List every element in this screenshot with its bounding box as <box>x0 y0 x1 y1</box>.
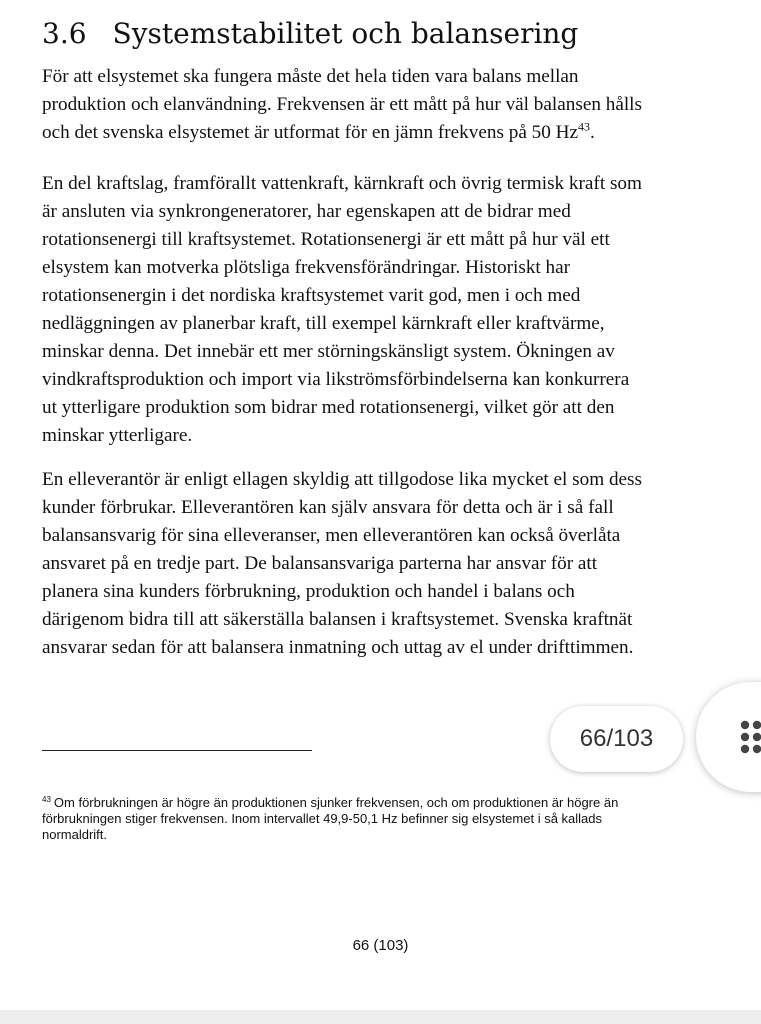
paragraph-frequency <box>42 63 732 147</box>
paragraph-rotational-energy <box>42 170 732 450</box>
text-line: elsystem kan motverka plötsliga frekvensförändringar. Historiskt har <box>42 257 571 278</box>
text-line: produktion och elanvändning. Frekvensen är ett mått på hur väl balansen hålls <box>42 94 642 115</box>
text-line: kunder förbrukar. Elleverantören kan själv ansvara för detta och är i så fall <box>42 497 614 518</box>
text-line: är ansluten via synkrongeneratorer, har egenskapen att de bidrar med <box>42 201 571 222</box>
text-line: rotationsenergin i det nordiska kraftsystemet varit god, men i och med <box>42 285 581 306</box>
text-line: För att elsystemet ska fungera måste det hela tiden vara balans mellan <box>42 66 579 87</box>
footnote-reference[interactable]: 43 <box>578 119 591 134</box>
text-line: ansvaret på en tredje part. De balansansvariga parterna har ansvar för att <box>42 553 598 574</box>
text-line: vindkraftsproduktion och import via likströmsförbindelserna kan konkurrera <box>42 369 630 390</box>
sentence-end: . <box>590 122 595 143</box>
footnote-line <box>42 795 722 811</box>
text-line: En del kraftslag, framförallt vattenkraft, kärnkraft och övrig termisk kraft som <box>42 173 642 194</box>
page-footer-number: 66 (103) <box>352 937 409 954</box>
text-line: ut ytterligare produktion som bidrar med rotationsenergi, vilket gör att den <box>42 397 615 418</box>
viewer-bottom-edge <box>0 1010 761 1024</box>
footnote-line-content: Om förbrukningen är högre än produktionen sjunker frekvensen, och om produktionen är högre än <box>53 795 619 810</box>
text-line: minskar denna. Det innebär ett mer störningskänsligt system. Ökningen av <box>42 341 615 362</box>
section-number: 3.6 <box>42 17 87 50</box>
text-line: minskar ytterligare. <box>42 425 193 446</box>
footnote-line: förbrukningen stiger frekvensen. Inom intervallet 49,9-50,1 Hz befinner sig elsystemet i så kallads <box>42 811 603 826</box>
dots-grid-icon[interactable] <box>740 720 761 754</box>
footnote-divider <box>42 750 312 751</box>
section-heading <box>42 14 578 54</box>
section-title: Systemstabilitet och balansering <box>112 17 579 50</box>
text-line: nedläggningen av planerbar kraft, till exempel kärnkraft eller kraftvärme, <box>42 313 605 334</box>
text-line-content: och det svenska elsystemet är utformat för en jämn frekvens på 50 Hz <box>42 122 579 143</box>
text-line <box>42 119 732 147</box>
footnote-line: normaldrift. <box>42 827 108 842</box>
text-line: En elleverantör är enligt ellagen skyldig att tillgodose lika mycket el som dess <box>42 469 642 490</box>
text-line: ansvarar sedan för att balansera inmatning och uttag av el under drifttimmen. <box>42 637 634 658</box>
text-line: balansansvarig för sina elleveranser, men elleverantören kan också överlåta <box>42 525 621 546</box>
text-line: rotationsenergi till kraftsystemet. Rotationsenergi är ett mått på hur väl ett <box>42 229 610 250</box>
page-indicator-pill[interactable] <box>550 706 683 772</box>
footnote <box>42 795 722 843</box>
text-line: därigenom bidra till att säkerställa balansen i kraftsystemet. Svenska kraftnät <box>42 609 633 630</box>
footnote-number: 43 <box>42 794 51 804</box>
paragraph-balance-responsibility <box>42 466 732 662</box>
text-line: planera sina kunders förbrukning, produktion och handel i balans och <box>42 581 575 602</box>
page-indicator-label: 66/103 <box>579 725 654 752</box>
